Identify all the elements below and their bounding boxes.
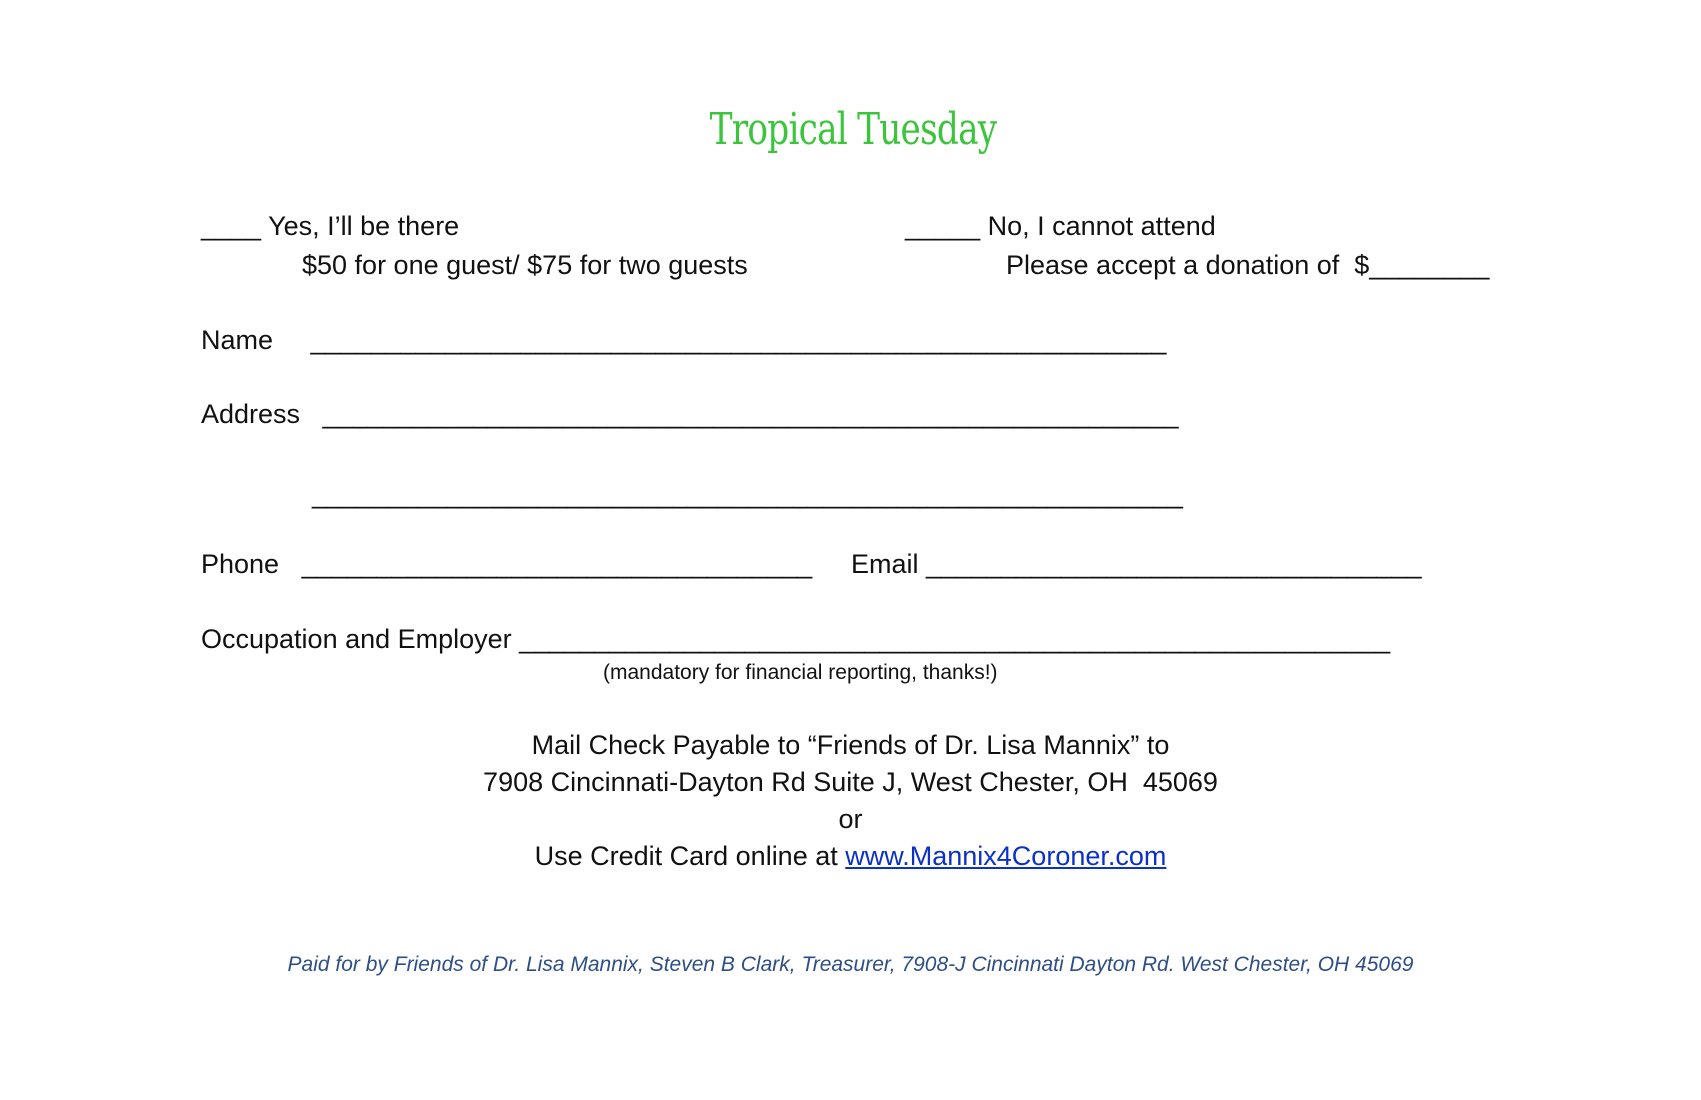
page-title: Tropical Tuesday (709, 104, 997, 155)
occupation-employer-field[interactable]: Occupation and Employer __________________________________________________________ (201, 624, 1391, 654)
email-field[interactable]: Email _________________________________ (851, 549, 1422, 579)
rsvp-no-option[interactable]: _____ No, I cannot attend (905, 211, 1216, 241)
website-link[interactable]: www.Mannix4Coroner.com (845, 841, 1167, 871)
mail-instructions-line1: Mail Check Payable to “Friends of Dr. Lisa Mannix” to (531, 730, 1170, 760)
address-line2-field[interactable]: __________________________________________________________ (312, 479, 1183, 509)
mail-address: 7908 Cincinnati-Dayton Rd Suite J, West Chester, OH 45069 (483, 767, 1218, 797)
rsvp-yes-option[interactable]: ____ Yes, I’ll be there (201, 211, 460, 241)
phone-field[interactable]: Phone __________________________________ (201, 549, 813, 579)
mail-or: or (838, 804, 863, 834)
donation-amount-field[interactable]: Please accept a donation of $________ (1006, 250, 1490, 280)
credit-card-text: Use Credit Card online at (534, 841, 846, 871)
address-field[interactable]: Address _________________________________________________________ (201, 399, 1179, 429)
credit-card-line (0, 843, 1701, 870)
rsvp-yes-price: $50 for one guest/ $75 for two guests (302, 250, 748, 280)
occupation-note: (mandatory for financial reporting, thanks!) (603, 661, 998, 684)
name-field[interactable]: Name _________________________________________________________ (201, 325, 1167, 355)
paid-for-disclaimer: Paid for by Friends of Dr. Lisa Mannix, Steven B Clark, Treasurer, 7908-J Cincinnati Dayton Rd. West Chester, OH 45069 (287, 953, 1414, 976)
